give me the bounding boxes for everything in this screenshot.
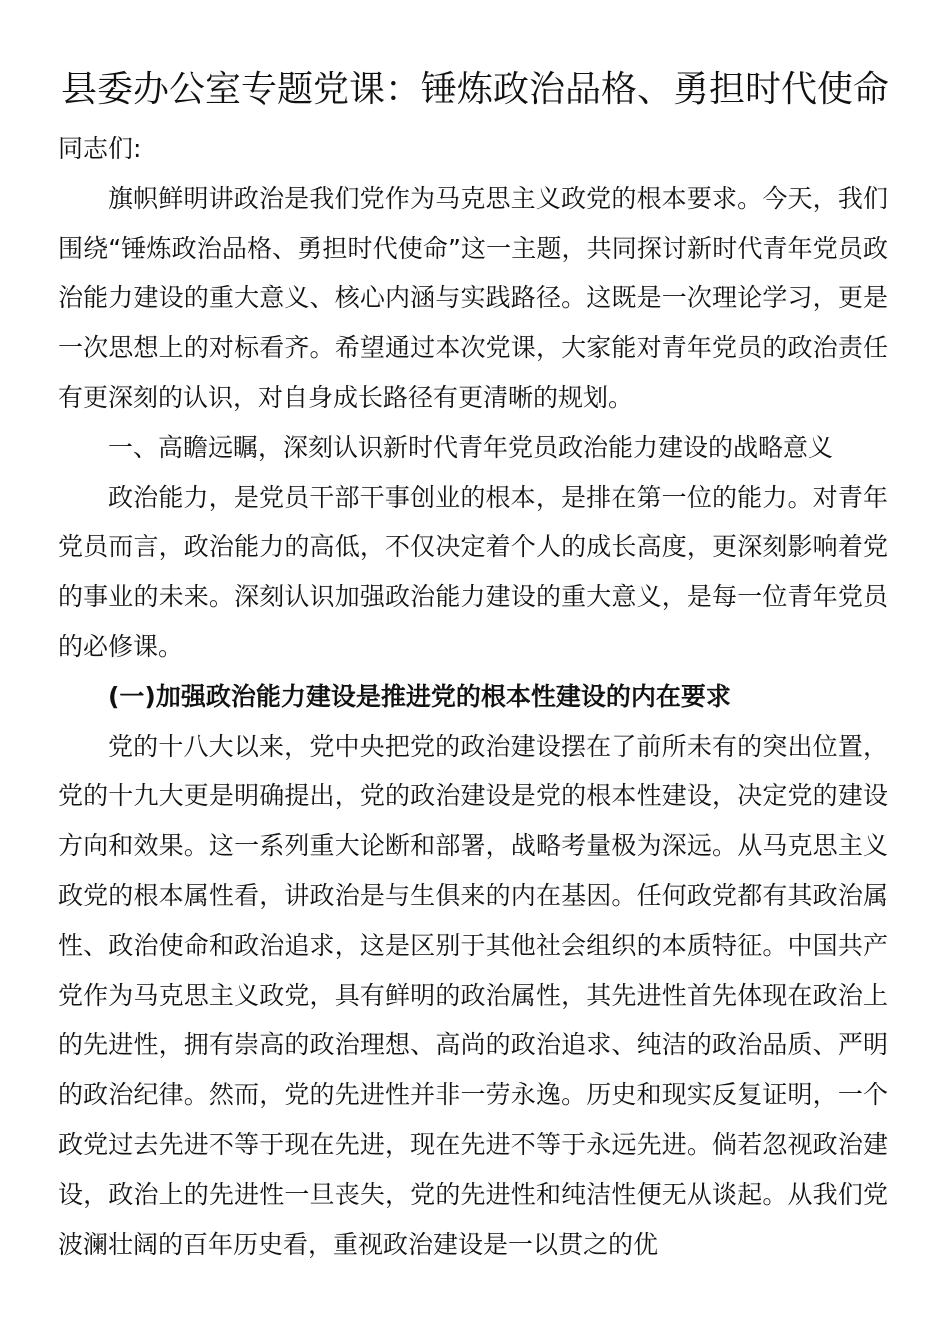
subsection-paragraph: 党的十八大以来，党中央把党的政治建设摆在了前所未有的突出位置，党的十九大更是明确提出，党的政治建设是党的根本性建设，决定党的建设方向和效果。这一系列重大论断和部署，战略考量极为深远。从马克思主义政党的根本属性看，讲政治是与生俱来的内在基因。任何政党都有其政治属性、政治使命和政治追求，这是区别于其他社会组织的本质特征。中国共产党作为马克思主义政党，具有鲜明的政治属性，其先进性首先体现在政治上的先进性，拥有崇高的政治理想、高尚的政治追求、纯洁的政治品质、严明的政治纪律。然而，党的先进性并非一劳永逸。历史和现实反复证明，一个政党过去先进不等于现在先进，现在先进不等于永远先进。倘若忽视政治建设，政治上的先进性一旦丧失，党的先进性和纯洁性便无从谈起。从我们党波澜壮阔的百年历史看，重视政治建设是一以贯之的优 [58, 731, 888, 1259]
section-intro-paragraph: 政治能力，是党员干部干事创业的根本，是排在第一位的能力。对青年党员而言，政治能力的高低，不仅决定着个人的成长高度，更深刻影响着党的事业的未来。深刻认识加强政治能力建设的重大意义，是每一位青年党员的必修课。 [58, 482, 888, 661]
document-body [58, 124, 888, 1269]
section-heading: 一、高瞻远瞩，深刻认识新时代青年党员政治能力建设的战略意义 [108, 432, 834, 462]
greeting: 同志们: [58, 134, 142, 163]
intro-paragraph: 旗帜鲜明讲政治是我们党作为马克思主义政党的根本要求。今天，我们围绕“锤炼政治品格、勇担时代使命”这一主题，共同探讨新时代青年党员政治能力建设的重大意义、核心内涵与实践路径。这既是一次理论学习，更是一次思想上的对标看齐。希望通过本次党课，大家能对青年党员的政治责任有更深刻的认识，对自身成长路径有更清晰的规划。 [58, 183, 888, 412]
document-title: 县委办公室专题党课：锤炼政治品格、勇担时代使命 [60, 69, 889, 110]
subsection-heading: (一)加强政治能力建设是推进党的根本性建设的内在要求 [108, 681, 731, 711]
